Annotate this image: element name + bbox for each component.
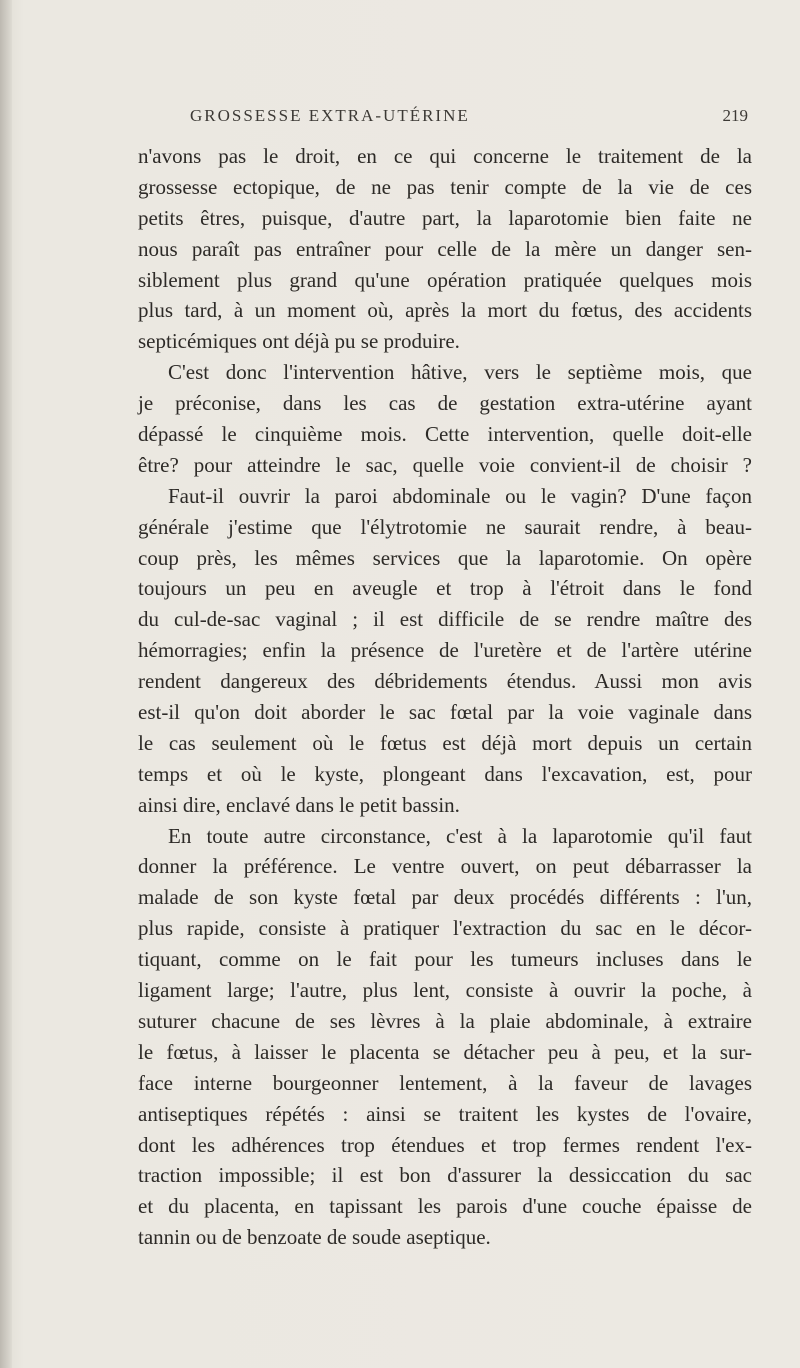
text-line: tiquant, comme on le fait pour les tumeurs incluses dans le: [138, 947, 752, 972]
text-line: tannin ou de benzoate de soude aseptique.: [138, 1225, 491, 1250]
text-line: le fœtus, à laisser le placenta se détacher peu à peu, et la sur-: [138, 1039, 752, 1064]
text-line: générale j'estime que l'élytrotomie ne saurait rendre, à beau-: [138, 514, 752, 539]
text-line: n'avons pas le droit, en ce qui concerne le traitement de la: [138, 144, 752, 168]
text-line: et du placenta, en tapissant les parois d'une couche épaisse de: [138, 1194, 752, 1219]
text-line: être? pour atteindre le sac, quelle voie convient-il de choisir ?: [138, 452, 752, 477]
text-line: dont les adhérences trop étendues et trop fermes rendent l'ex-: [138, 1132, 752, 1157]
text-line: je préconise, dans les cas de gestation extra-utérine ayant: [138, 391, 752, 416]
text-line: rendent dangereux des débridements étendus. Aussi mon avis: [138, 669, 752, 694]
text-line: ainsi dire, enclavé dans le petit bassin.: [138, 792, 460, 817]
text-line: plus rapide, consiste à pratiquer l'extraction du sac en le décor-: [138, 916, 752, 941]
page-header: [138, 106, 748, 132]
text-line: est-il qu'on doit aborder le sac fœtal par la voie vaginale dans: [138, 700, 752, 725]
text-line: temps et où le kyste, plongeant dans l'excavation, est, pour: [138, 761, 752, 786]
text-line: C'est donc l'intervention hâtive, vers le septième mois, que: [168, 360, 752, 385]
text-line: antiseptiques répétés : ainsi se traitent les kystes de l'ovaire,: [138, 1101, 752, 1126]
running-title: GROSSESSE EXTRA-UTÉRINE: [190, 106, 470, 125]
text-line: grossesse ectopique, de ne pas tenir compte de la vie de ces: [138, 174, 752, 199]
text-line: plus tard, à un moment où, après la mort du fœtus, des accidents: [138, 298, 752, 323]
text-line: nous paraît pas entraîner pour celle de la mère un danger sen-: [138, 236, 752, 261]
text-line: du cul-de-sac vaginal ; il est difficile de se rendre maître des: [138, 607, 752, 632]
text-line: hémorragies; enfin la présence de l'uretère et de l'artère utérine: [138, 638, 752, 663]
text-line: En toute autre circonstance, c'est à la laparotomie qu'il faut: [168, 823, 752, 848]
text-line: coup près, les mêmes services que la laparotomie. On opère: [138, 545, 752, 570]
text-line: Faut-il ouvrir la paroi abdominale ou le vagin? D'une façon: [168, 483, 752, 508]
text-line: siblement plus grand qu'une opération pratiquée quelques mois: [138, 267, 752, 292]
text-line: dépassé le cinquième mois. Cette intervention, quelle doit-elle: [138, 422, 752, 447]
text-line: face interne bourgeonner lentement, à la faveur de lavages: [138, 1070, 752, 1095]
body-text: [138, 141, 752, 1253]
text-line: petits êtres, puisque, d'autre part, la laparotomie bien faite ne: [138, 205, 752, 230]
text-line: suturer chacune de ses lèvres à la plaie abdominale, à extraire: [138, 1008, 752, 1033]
text-line: traction impossible; il est bon d'assurer la dessiccation du sac: [138, 1163, 752, 1188]
text-line: donner la préférence. Le ventre ouvert, on peut débarrasser la: [138, 854, 752, 879]
page-number: 219: [722, 106, 748, 125]
text-line: le cas seulement où le fœtus est déjà mort depuis un certain: [138, 730, 752, 755]
page-binding-edge: [0, 0, 12, 1368]
text-line: toujours un peu en aveugle et trop à l'étroit dans le fond: [138, 576, 752, 601]
text-line: malade de son kyste fœtal par deux procédés différents : l'un,: [138, 885, 752, 910]
text-line: septicémiques ont déjà pu se produire.: [138, 329, 460, 354]
text-line: ligament large; l'autre, plus lent, consiste à ouvrir la poche, à: [138, 978, 752, 1003]
